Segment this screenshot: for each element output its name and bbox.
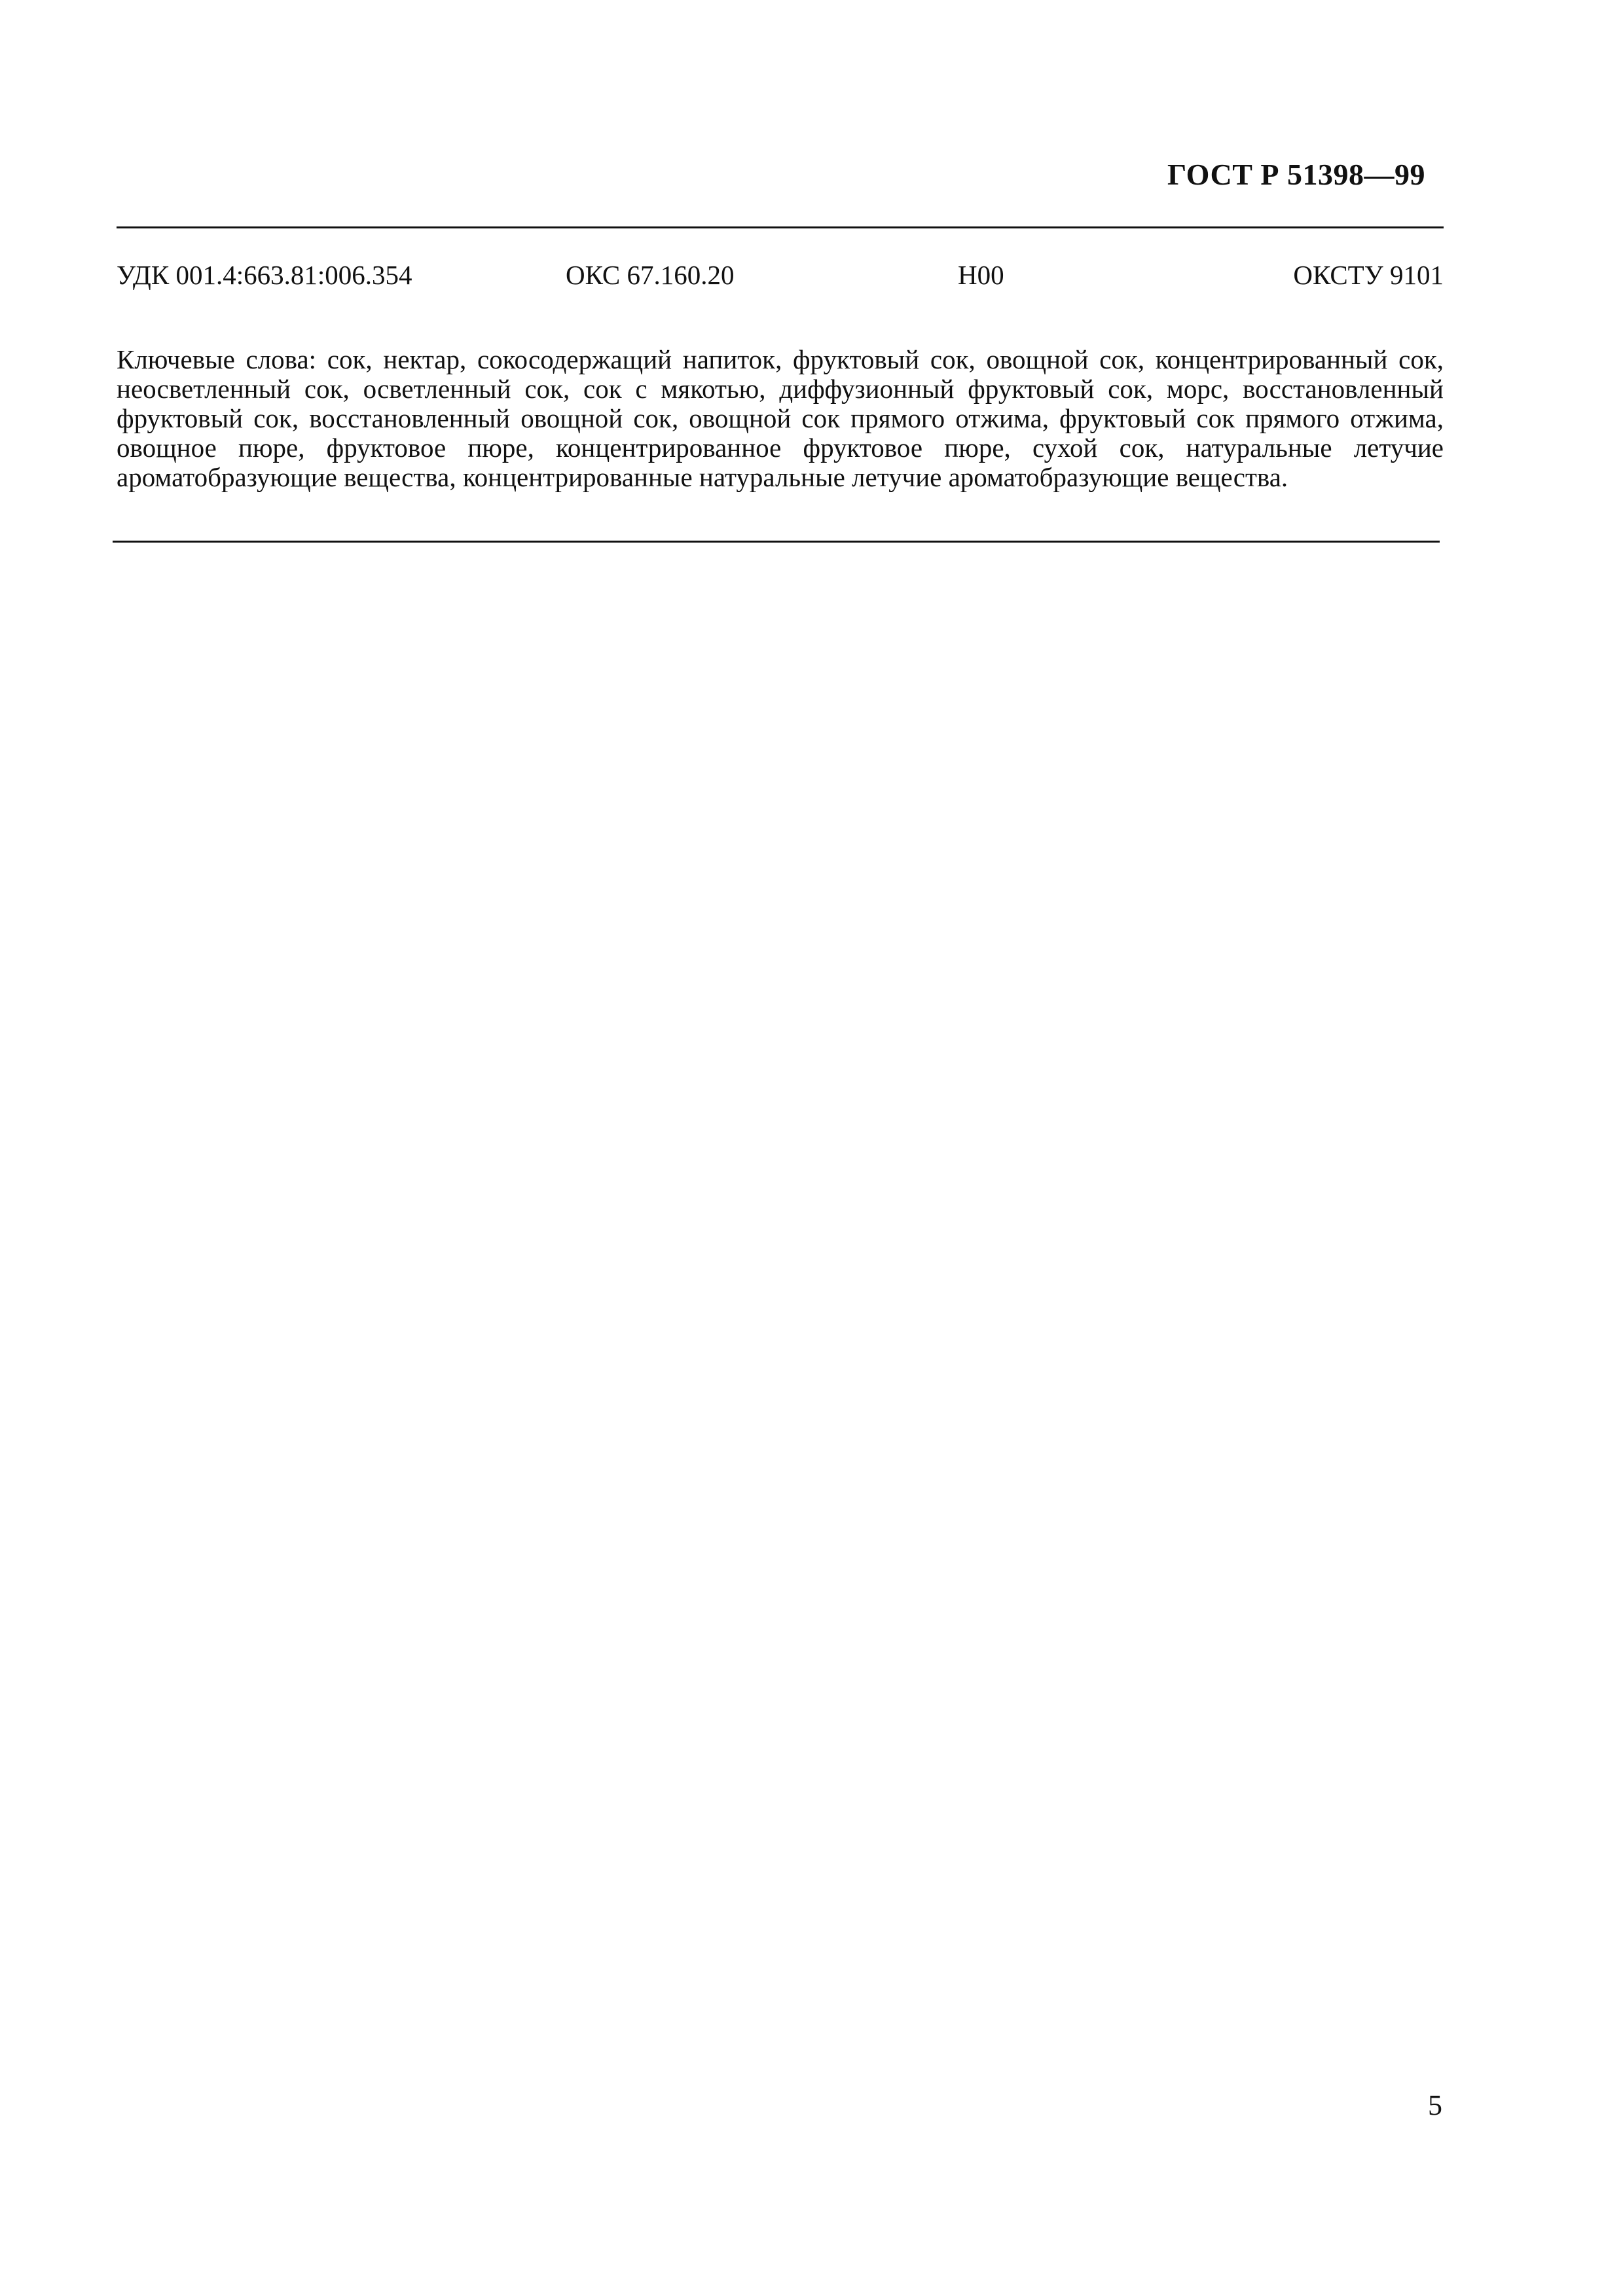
top-divider [117, 226, 1444, 228]
keywords-paragraph: Ключевые слова: сок, нектар, сокосодержащий напиток, фруктовый сок, овощной сок, концентрированный сок, неосветленный сок, осветленный сок, сок с мякотью, диффузионный фруктовый сок, морс, восстановленный фруктовый сок, восстановленный овощной сок, овощной сок прямого отжима, фруктовый сок прямого отжима, овощное пюре, фруктовое пюре, концентрированное фруктовое пюре, сухой сок, натуральные летучие ароматобразующие вещества, концентрированные натуральные летучие ароматобразующие вещества. [117, 344, 1444, 492]
group-code: Н00 [958, 260, 1004, 290]
bottom-divider [113, 541, 1440, 543]
page-number: 5 [1428, 2089, 1442, 2121]
document-code: ГОСТ Р 51398—99 [1167, 158, 1425, 191]
udk-code: УДК 001.4:663.81:006.354 [117, 260, 412, 290]
okstu-code: ОКСТУ 9101 [1293, 260, 1444, 290]
classification-row [117, 259, 1444, 298]
oks-code: ОКС 67.160.20 [566, 260, 735, 290]
